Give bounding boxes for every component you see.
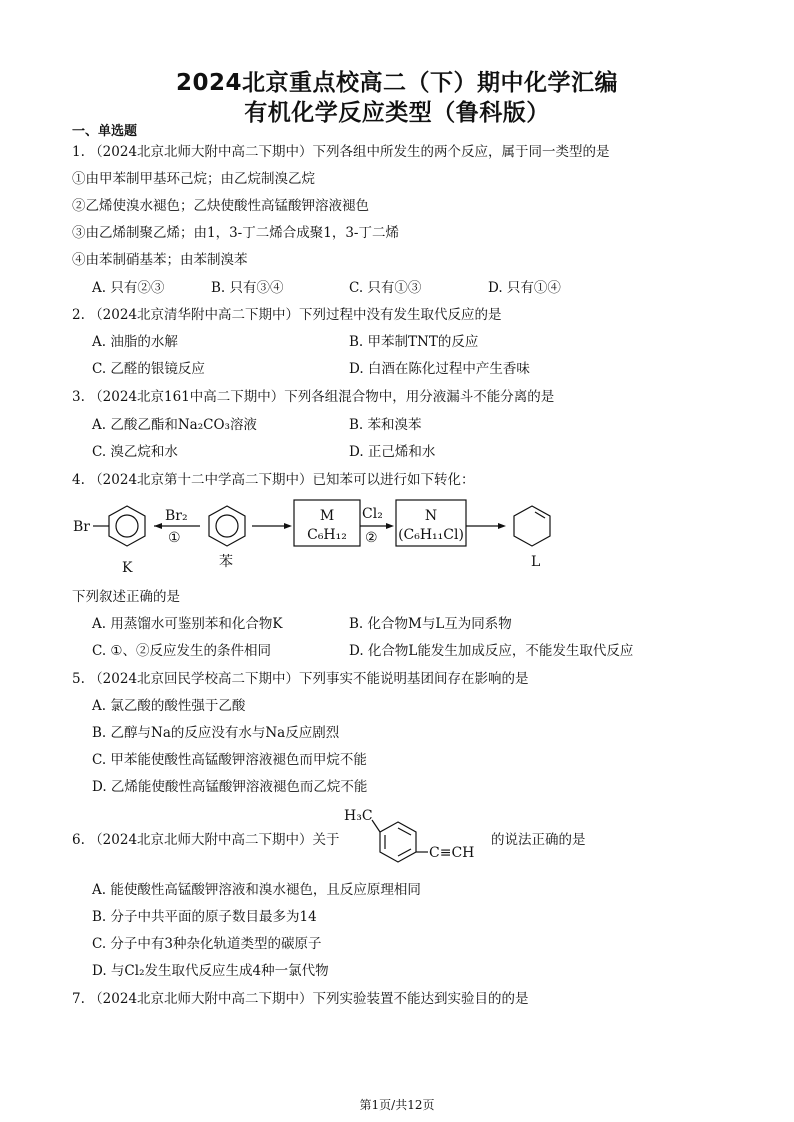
- q4-lead: 下列叙述正确的是: [72, 589, 180, 605]
- page-title-line1: 2024北京重点校高二（下）期中化学汇编: [175, 70, 618, 96]
- q3-option-a-pre: A. 乙酸乙酯和: [92, 417, 178, 433]
- q3-option-d: D. 正己烯和水: [349, 444, 436, 460]
- box-n-formula: (C₆H₁₁Cl): [398, 527, 464, 543]
- q5-option-c: C. 甲苯能使酸性高锰酸钾溶液褪色而甲烷不能: [92, 752, 367, 768]
- q6-methyl-bond: [372, 820, 380, 832]
- label-benzene: 苯: [219, 554, 233, 570]
- q2-option-d: D. 白酒在陈化过程中产生香味: [349, 361, 530, 377]
- q1-stem: 1. （2024北京北师大附中高二下期中）下列各组中所发生的两个反应，属于同一类型的是: [72, 144, 610, 160]
- q6-inner-bond-2: [398, 849, 411, 856]
- benzene-ring: [209, 506, 245, 546]
- arrow-4-head: [498, 523, 506, 529]
- q2-option-a: A. 油脂的水解: [92, 334, 178, 350]
- arrow-2-head: [284, 523, 292, 529]
- q5-option-a: A. 氯乙酸的酸性强于乙酸: [92, 698, 246, 714]
- q1-option-c: C. 只有①③: [349, 280, 422, 296]
- q3-option-a-formula: Na₂CO₃: [177, 417, 230, 433]
- label-l: L: [531, 554, 541, 570]
- q5-stem: 5. （2024北京回民学校高二下期中）下列事实不能说明基团间存在影响的是: [72, 671, 529, 687]
- q3-option-c: C. 溴乙烷和水: [92, 444, 178, 460]
- q6-stem-post: 的说法正确的是: [491, 832, 586, 848]
- page-title-line2: 有机化学反应类型（鲁科版）: [244, 100, 550, 126]
- q4-option-d: D. 化合物L能发生加成反应，不能发生取代反应: [349, 643, 634, 659]
- q4-option-c: C. ①、②反应发生的条件相同: [92, 643, 272, 659]
- q6-molecule: [340, 806, 490, 870]
- q6-option-b: B. 分子中共平面的原子数目最多为14: [92, 909, 317, 925]
- q7-stem: 7. （2024北京北师大附中高二下期中）下列实验装置不能达到实验目的的是: [72, 991, 529, 1007]
- q3-option-b: B. 苯和溴苯: [349, 417, 422, 433]
- q6-option-c: C. 分子中有3种杂化轨道类型的碳原子: [92, 936, 322, 952]
- q4-reaction-scheme: [70, 494, 570, 576]
- q5-option-d: D. 乙烯能使酸性高锰酸钾溶液褪色而乙烷不能: [92, 779, 368, 795]
- bromobenzene-ring: [109, 506, 145, 546]
- q2-stem: 2. （2024北京清华附中高二下期中）下列过程中没有发生取代反应的是: [72, 307, 502, 323]
- q6-stem-pre: 6. （2024北京北师大附中高二下期中）关于: [72, 832, 340, 848]
- reagent-cl2: Cl₂: [362, 506, 383, 522]
- q4-option-a: A. 用蒸馏水可鉴别苯和化合物K: [92, 616, 283, 632]
- section-heading: 一、单选题: [72, 124, 138, 139]
- step-1-label: ①: [168, 530, 181, 546]
- bromobenzene-aromatic-circle: [116, 515, 138, 537]
- q3-option-a-post: 溶液: [229, 417, 257, 433]
- q1-item-2: ②乙烯使溴水褪色；乙炔使酸性高锰酸钾溶液褪色: [72, 198, 369, 214]
- label-k: K: [122, 560, 133, 576]
- box-m-formula: C₆H₁₂: [307, 527, 347, 543]
- q1-option-a: A. 只有②③: [92, 280, 165, 296]
- q4-stem: 4. （2024北京第十二中学高二下期中）已知苯可以进行如下转化：: [72, 472, 475, 488]
- q6-option-d: D. 与Cl₂发生取代反应生成4种一氯代物: [92, 963, 329, 979]
- q1-item-4: ④由苯制硝基苯；由苯制溴苯: [72, 252, 248, 268]
- q4-option-b: B. 化合物M与L互为同系物: [349, 616, 512, 632]
- box-n-label: N: [424, 508, 438, 524]
- reagent-br2: Br₂: [165, 508, 188, 524]
- step-2-label: ②: [365, 530, 378, 546]
- arrow-1-head: [154, 523, 162, 529]
- q1-option-d: D. 只有①④: [488, 280, 561, 296]
- q1-item-1: ①由甲苯制甲基环己烷；由乙烷制溴乙烷: [72, 171, 315, 187]
- q3-stem: 3. （2024北京161中高二下期中）下列各组混合物中，用分液漏斗不能分离的是: [72, 389, 555, 405]
- q1-item-3: ③由乙烯制聚乙烯；由1，3-丁二烯合成聚1，3-丁二烯: [72, 225, 399, 241]
- q2-option-b: B. 甲苯制TNT的反应: [349, 334, 479, 350]
- q5-option-b: B. 乙醇与Na的反应没有水与Na反应剧烈: [92, 725, 340, 741]
- arrow-3-head: [386, 523, 394, 529]
- q1-option-b: B. 只有③④: [211, 280, 284, 296]
- q6-alkyne-label: C≡CH: [429, 845, 475, 861]
- q6-option-a: A. 能使酸性高锰酸钾溶液和溴水褪色，且反应原理相同: [92, 882, 421, 898]
- q6-inner-bond-1: [398, 828, 411, 835]
- q3-option-a: [92, 417, 257, 433]
- page-footer: 第1页/共12页: [359, 1098, 435, 1112]
- br-label: Br: [73, 519, 90, 535]
- benzene-aromatic-circle: [216, 515, 238, 537]
- q2-option-c: C. 乙醛的银镜反应: [92, 361, 205, 377]
- cyclohexene-ring: [514, 506, 550, 546]
- q6-h3c-label: H₃C: [344, 808, 373, 824]
- box-m-label: M: [319, 508, 335, 524]
